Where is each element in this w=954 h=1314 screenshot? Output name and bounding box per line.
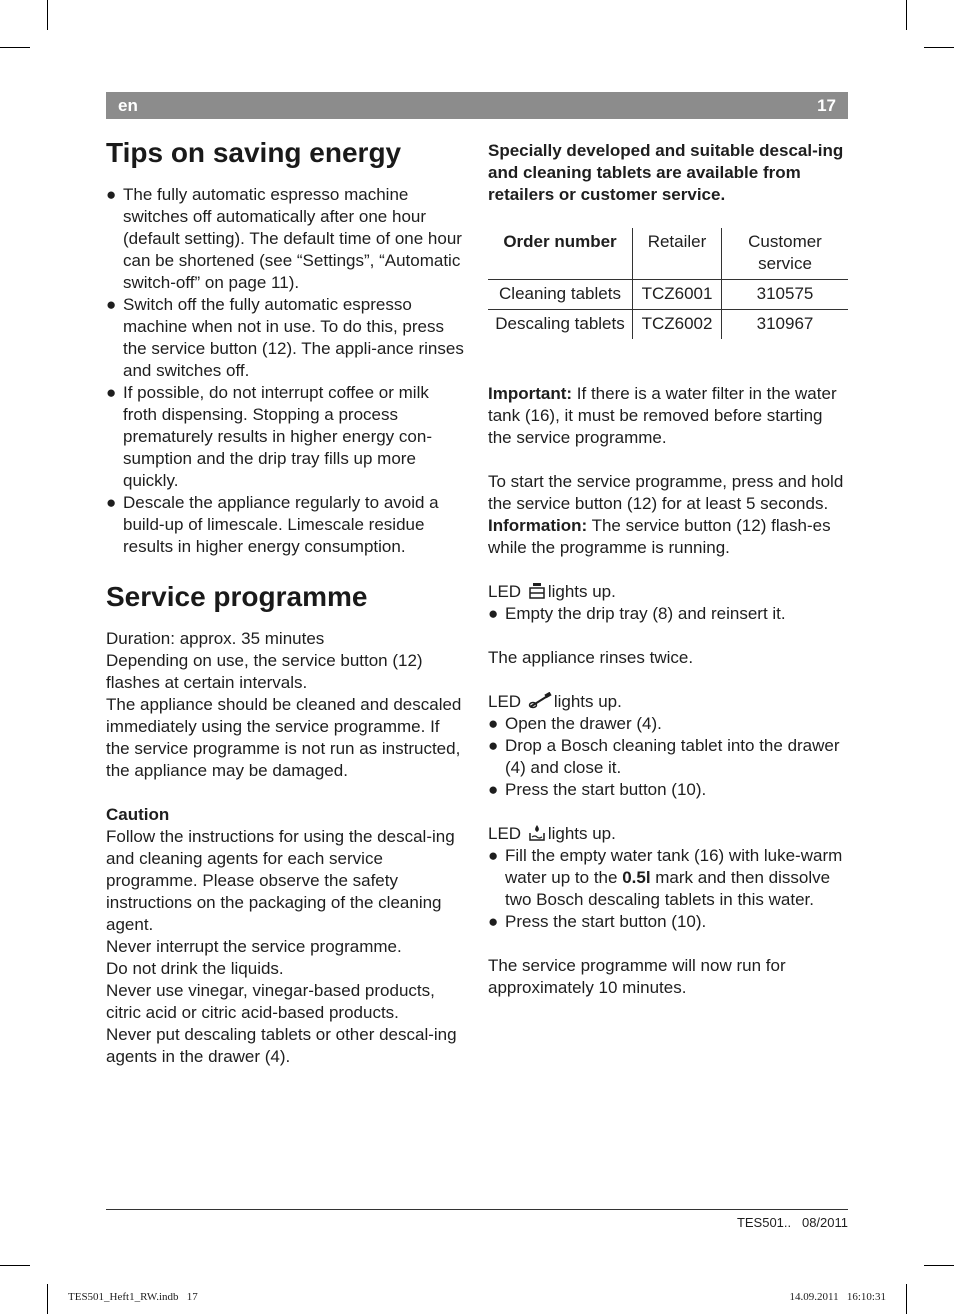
duration-text: Duration: approx. 35 minutes bbox=[106, 629, 325, 648]
list-item: ● If possible, do not interrupt coffee or milk froth dispensing. Stopping a process prematurely results in higher energy con-sumption and the drip tray fills up more quickly. bbox=[106, 383, 432, 490]
table-row: Descaling tablets TCZ6002 310967 bbox=[488, 310, 848, 340]
caution-heading: Caution bbox=[106, 805, 170, 824]
list-item: ● Empty the drip tray (8) and reinsert it. bbox=[488, 604, 786, 623]
drip-tray-icon bbox=[528, 581, 546, 600]
right-column bbox=[488, 140, 850, 999]
list-item: ● The fully automatic espresso machine switches off automatically after one hour (default setting). The default time of one hour can be shortened (see “Settings”, “Automatic switch-off” on page 11). bbox=[106, 185, 462, 292]
caution-text: Never use vinegar, vinegar-based products, citric acid or citric acid-based products. bbox=[106, 981, 435, 1022]
crop-mark bbox=[47, 1284, 48, 1314]
tips-list bbox=[106, 184, 466, 558]
print-slug-file: TES501_Heft1_RW.indb 17 bbox=[68, 1291, 198, 1303]
information-note: Information: The service button (12) flash-es while the programme is running. bbox=[488, 516, 831, 557]
table-header: Customer service bbox=[748, 232, 822, 273]
tablets-intro: Specially developed and suitable descal-ing and cleaning tablets are available from retailers or customer service. bbox=[488, 141, 844, 204]
caution-text: Never put descaling tablets or other descal-ing agents in the drawer (4). bbox=[106, 1025, 457, 1066]
table-header: Retailer bbox=[633, 228, 722, 280]
caution-text: Do not drink the liquids. bbox=[106, 959, 284, 978]
crop-mark bbox=[47, 0, 48, 30]
start-instruction: To start the service programme, press and hold the service button (12) for at least 5 seconds. bbox=[488, 472, 844, 513]
crop-mark bbox=[0, 47, 30, 48]
led-line: LED lights up. bbox=[488, 692, 622, 711]
intro-text: The appliance should be cleaned and descaled immediately using the service programme. If the service programme is not run as instructed, the appliance may be damaged. bbox=[106, 695, 462, 780]
list-item: ● Press the start button (10). bbox=[488, 912, 707, 931]
intro-text: Depending on use, the service button (12) flashes at certain intervals. bbox=[106, 651, 423, 692]
footer-divider bbox=[106, 1209, 848, 1210]
rinse-text: The appliance rinses twice. bbox=[488, 648, 694, 667]
list-item: ● Drop a Bosch cleaning tablet into the drawer (4) and close it. bbox=[488, 736, 840, 777]
closing-text: The service programme will now run for approximately 10 minutes. bbox=[488, 956, 786, 997]
page-header-bar bbox=[106, 92, 848, 119]
crop-mark bbox=[906, 1284, 907, 1314]
list-item: ● Fill the empty water tank (16) with luke-warm water up to the 0.5l mark and then dissolve two Bosch descaling tablets in this water. bbox=[488, 846, 843, 909]
service-heading: Service programme bbox=[106, 581, 368, 612]
footer-model-date: TES501.. 08/2011 bbox=[736, 1215, 848, 1230]
list-item: ● Descale the appliance regularly to avoid a build-up of limescale. Limescale residue results in higher energy consumption. bbox=[106, 493, 439, 556]
table-header: Order number bbox=[488, 228, 633, 280]
tips-heading: Tips on saving energy bbox=[106, 137, 402, 168]
list-item: ● Switch off the fully automatic espresso machine when not in use. To do this, press the service button (12). The appli-ance rinses and switches off. bbox=[106, 295, 464, 380]
important-note: Important: If there is a water filter in the water tank (16), it must be removed before starting the service programme. bbox=[488, 384, 837, 447]
list-item: ● Press the start button (10). bbox=[488, 780, 707, 799]
crop-mark bbox=[906, 0, 907, 30]
list-item: ● Open the drawer (4). bbox=[488, 714, 662, 733]
caution-text: Never interrupt the service programme. bbox=[106, 937, 402, 956]
left-column bbox=[106, 130, 466, 1068]
print-slug-date: 14.09.2011 16:10:31 bbox=[789, 1291, 886, 1303]
crop-mark bbox=[924, 47, 954, 48]
page-number: 17 bbox=[817, 96, 836, 115]
crop-mark bbox=[924, 1265, 954, 1266]
led-line: LED lights up. bbox=[488, 824, 616, 843]
order-table bbox=[488, 228, 848, 339]
caution-text: Follow the instructions for using the descal-ing and cleaning agents for each service programme. Please observe the safety instructions on the packaging of the cleaning agent. bbox=[106, 827, 455, 934]
crop-mark bbox=[0, 1265, 30, 1266]
led-line: LED lights up. bbox=[488, 582, 616, 601]
language-label: en bbox=[118, 96, 138, 115]
descale-icon bbox=[528, 823, 546, 842]
cleaning-tablet-icon bbox=[528, 692, 552, 710]
table-row: Cleaning tablets TCZ6001 310575 bbox=[488, 280, 848, 310]
